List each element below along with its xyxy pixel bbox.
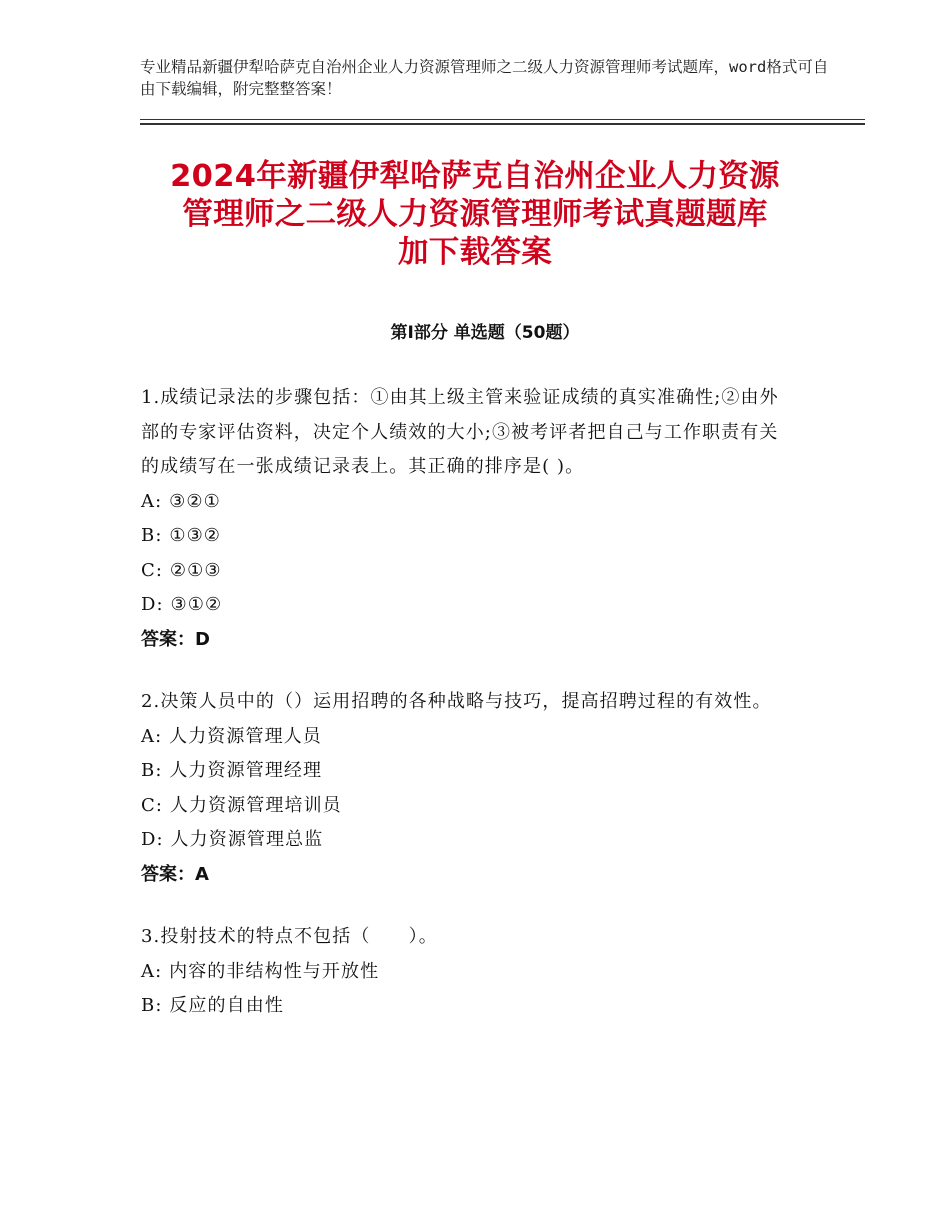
option-key: A: <box>141 960 163 982</box>
option-c <box>141 554 781 589</box>
option-text: ②①③ <box>169 559 222 581</box>
section-heading: 第Ⅰ部分 单选题（50题） <box>390 323 580 343</box>
option-text: 人力资源管理经理 <box>169 760 323 781</box>
option-key: D: <box>141 829 164 850</box>
option-b <box>141 754 781 789</box>
option-d <box>141 588 781 623</box>
option-b <box>141 519 781 554</box>
header-note: 专业精品新疆伊犁哈萨克自治州企业人力资源管理师之二级人力资源管理师考试题库，word格式可自由下载编辑，附完整整答案！ <box>140 58 829 98</box>
option-text: 人力资源管理培训员 <box>169 794 342 816</box>
answer-line: 答案：D <box>141 628 210 650</box>
answer-line: 答案：A <box>141 863 209 885</box>
option-key: B: <box>141 760 163 781</box>
title-line-1: 2024年新疆伊犁哈萨克自治州企业人力资源 <box>170 159 780 194</box>
question-stem: 3.投射技术的特点不包括（ ）。 <box>141 926 438 947</box>
option-c <box>141 789 781 824</box>
title-line-2: 管理师之二级人力资源管理师考试真题题库 <box>182 197 768 232</box>
option-key: D: <box>141 594 164 615</box>
question-stem: 1.成绩记录法的步骤包括：①由其上级主管来验证成绩的真实准确性;②由外部的专家评估资料，决定个人绩效的大小;③被考评者把自己与工作职责有关的成绩写在一张成绩记录表上。其正确的排序是( )。 <box>141 387 779 477</box>
option-a <box>141 485 781 520</box>
question-list <box>141 381 781 1052</box>
question-stem: 2.决策人员中的（）运用招聘的各种战略与技巧，提高招聘过程的有效性。 <box>141 691 772 712</box>
option-key: A: <box>141 725 163 747</box>
option-text: 反应的自由性 <box>169 995 284 1016</box>
option-a <box>141 955 781 990</box>
option-key: C: <box>141 794 164 816</box>
question-2 <box>141 685 781 892</box>
question-1 <box>141 381 781 657</box>
option-text: 人力资源管理总监 <box>170 829 324 850</box>
option-d <box>141 823 781 858</box>
option-text: ③②① <box>169 490 221 512</box>
option-key: A: <box>141 490 163 512</box>
option-a <box>141 720 781 755</box>
document-title <box>120 158 830 272</box>
header-rule-thick <box>140 123 865 125</box>
option-key: B: <box>141 525 163 546</box>
header-rule-thin <box>140 119 865 120</box>
option-text: 人力资源管理人员 <box>169 725 322 747</box>
option-b <box>141 989 781 1024</box>
option-key: B: <box>141 995 163 1016</box>
option-text: ③①② <box>170 594 223 615</box>
option-key: C: <box>141 559 164 581</box>
option-text: 内容的非结构性与开放性 <box>169 960 380 982</box>
option-text: ①③② <box>169 525 222 546</box>
question-3 <box>141 920 781 1024</box>
title-line-3: 加下载答案 <box>398 235 552 270</box>
